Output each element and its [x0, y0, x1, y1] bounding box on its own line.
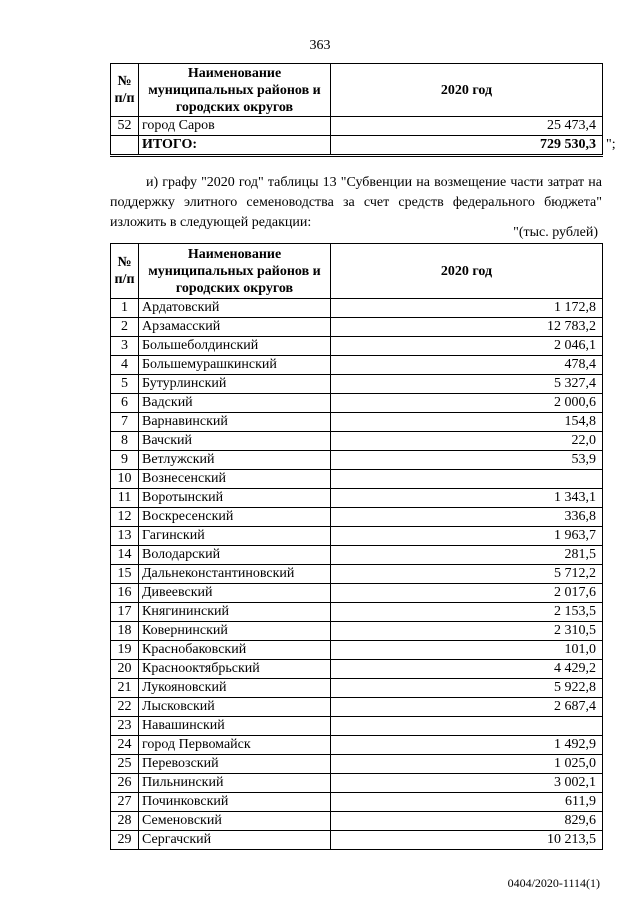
table-row — [111, 508, 603, 527]
column-header-year: 2020 год — [331, 244, 603, 299]
row-num: 14 — [111, 546, 139, 565]
row-name: город Саров — [139, 117, 331, 136]
row-name: город Первомайск — [139, 736, 331, 755]
row-value: 5 712,2 — [331, 565, 603, 584]
column-header-name: Наименование муниципальных районов и городских округов — [139, 244, 331, 299]
row-value: 12 783,2 — [331, 318, 603, 337]
closing-quote: "; — [606, 137, 616, 152]
total-num-cell — [111, 136, 139, 156]
column-header-name: Наименование муниципальных районов и городских округов — [139, 64, 331, 117]
row-name: Ветлужский — [139, 451, 331, 470]
row-name: Лысковский — [139, 698, 331, 717]
row-num: 1 — [111, 299, 139, 318]
table-row — [111, 413, 603, 432]
row-num: 23 — [111, 717, 139, 736]
row-value: 101,0 — [331, 641, 603, 660]
row-num: 8 — [111, 432, 139, 451]
row-num: 5 — [111, 375, 139, 394]
row-num: 10 — [111, 470, 139, 489]
row-value: 5 327,4 — [331, 375, 603, 394]
row-name: Краснооктябрьский — [139, 660, 331, 679]
row-value: 829,6 — [331, 812, 603, 831]
row-value — [331, 717, 603, 736]
document-code: 0404/2020-1114(1) — [507, 876, 600, 890]
row-num: 4 — [111, 356, 139, 375]
row-name: Бутурлинский — [139, 375, 331, 394]
row-value: 2 017,6 — [331, 584, 603, 603]
row-name: Дальнеконстантиновский — [139, 565, 331, 584]
table-row — [111, 470, 603, 489]
row-value: 1 343,1 — [331, 489, 603, 508]
row-num: 6 — [111, 394, 139, 413]
row-num: 13 — [111, 527, 139, 546]
total-label: ИТОГО: — [139, 136, 331, 156]
row-name: Семеновский — [139, 812, 331, 831]
row-value: 3 002,1 — [331, 774, 603, 793]
row-num: 27 — [111, 793, 139, 812]
row-value: 2 310,5 — [331, 622, 603, 641]
row-num: 17 — [111, 603, 139, 622]
row-num: 26 — [111, 774, 139, 793]
row-name: Варнавинский — [139, 413, 331, 432]
table-row — [111, 736, 603, 755]
table-row — [111, 660, 603, 679]
row-value: 1 963,7 — [331, 527, 603, 546]
column-header-year: 2020 год — [331, 64, 603, 117]
row-num: 3 — [111, 337, 139, 356]
row-name: Навашинский — [139, 717, 331, 736]
row-value: 2 153,5 — [331, 603, 603, 622]
row-value: 281,5 — [331, 546, 603, 565]
row-num: 29 — [111, 831, 139, 850]
row-num: 12 — [111, 508, 139, 527]
row-name: Перевозский — [139, 755, 331, 774]
table-row — [111, 451, 603, 470]
table-row — [111, 584, 603, 603]
table-row — [111, 318, 603, 337]
row-num: 16 — [111, 584, 139, 603]
top-table — [110, 63, 603, 157]
table-header-row — [111, 244, 603, 299]
table-header-row — [111, 64, 603, 117]
amendment-paragraph: и) графу "2020 год" таблицы 13 "Субвенции на возмещение части затрат на поддержку элитного семеноводства за счет средств федерального бюджета" изложить в следующей редакции: — [110, 175, 602, 230]
table-row — [111, 679, 603, 698]
row-value: 2 046,1 — [331, 337, 603, 356]
table-row — [111, 375, 603, 394]
table-row — [111, 527, 603, 546]
row-num: 7 — [111, 413, 139, 432]
row-name: Пильнинский — [139, 774, 331, 793]
row-num: 2 — [111, 318, 139, 337]
row-name: Лукояновский — [139, 679, 331, 698]
table-row — [111, 698, 603, 717]
row-value: 10 213,5 — [331, 831, 603, 850]
row-name: Краснобаковский — [139, 641, 331, 660]
units-label: "(тыс. рублей) — [513, 225, 598, 240]
table-row — [111, 831, 603, 850]
row-name: Гагинский — [139, 527, 331, 546]
row-value: 1 025,0 — [331, 755, 603, 774]
row-name: Княгининский — [139, 603, 331, 622]
row-name: Починковский — [139, 793, 331, 812]
table-row — [111, 337, 603, 356]
table-row — [111, 432, 603, 451]
main-table — [110, 243, 603, 850]
page-number: 363 — [309, 38, 331, 53]
row-value: 5 922,8 — [331, 679, 603, 698]
row-name: Арзамасский — [139, 318, 331, 337]
row-value: 2 687,4 — [331, 698, 603, 717]
table-row — [111, 299, 603, 318]
column-header-num: № п/п — [111, 64, 139, 117]
row-value: 1 492,9 — [331, 736, 603, 755]
row-value: 4 429,2 — [331, 660, 603, 679]
row-name: Сергачский — [139, 831, 331, 850]
table-row — [111, 774, 603, 793]
total-row — [111, 136, 603, 156]
row-name: Ковернинский — [139, 622, 331, 641]
row-name: Вознесенский — [139, 470, 331, 489]
column-header-num: № п/п — [111, 244, 139, 299]
row-name: Дивеевский — [139, 584, 331, 603]
row-num: 15 — [111, 565, 139, 584]
row-name: Воротынский — [139, 489, 331, 508]
row-value: 611,9 — [331, 793, 603, 812]
row-num: 25 — [111, 755, 139, 774]
table-row — [111, 717, 603, 736]
table-row — [111, 546, 603, 565]
row-value: 336,8 — [331, 508, 603, 527]
table-row — [111, 394, 603, 413]
table-row — [111, 356, 603, 375]
row-num: 24 — [111, 736, 139, 755]
table-row — [111, 603, 603, 622]
row-num: 22 — [111, 698, 139, 717]
table-row — [111, 565, 603, 584]
row-value: 2 000,6 — [331, 394, 603, 413]
row-value: 1 172,8 — [331, 299, 603, 318]
row-value — [331, 470, 603, 489]
row-num: 11 — [111, 489, 139, 508]
table-row — [111, 755, 603, 774]
row-num: 20 — [111, 660, 139, 679]
table-row — [111, 812, 603, 831]
row-num: 21 — [111, 679, 139, 698]
row-value: 478,4 — [331, 356, 603, 375]
table-row — [111, 793, 603, 812]
row-num: 18 — [111, 622, 139, 641]
row-num: 9 — [111, 451, 139, 470]
row-name: Вадский — [139, 394, 331, 413]
total-value: 729 530,3 — [331, 136, 603, 156]
table-row — [111, 117, 603, 136]
row-num: 52 — [111, 117, 139, 136]
table-row — [111, 489, 603, 508]
row-value: 25 473,4 — [331, 117, 603, 136]
row-value: 154,8 — [331, 413, 603, 432]
row-name: Володарский — [139, 546, 331, 565]
row-value: 22,0 — [331, 432, 603, 451]
row-num: 19 — [111, 641, 139, 660]
table-row — [111, 641, 603, 660]
row-name: Вачский — [139, 432, 331, 451]
row-name: Ардатовский — [139, 299, 331, 318]
row-num: 28 — [111, 812, 139, 831]
row-name: Большемурашкинский — [139, 356, 331, 375]
row-name: Большеболдинский — [139, 337, 331, 356]
row-value: 53,9 — [331, 451, 603, 470]
table-row — [111, 622, 603, 641]
row-name: Воскресенский — [139, 508, 331, 527]
